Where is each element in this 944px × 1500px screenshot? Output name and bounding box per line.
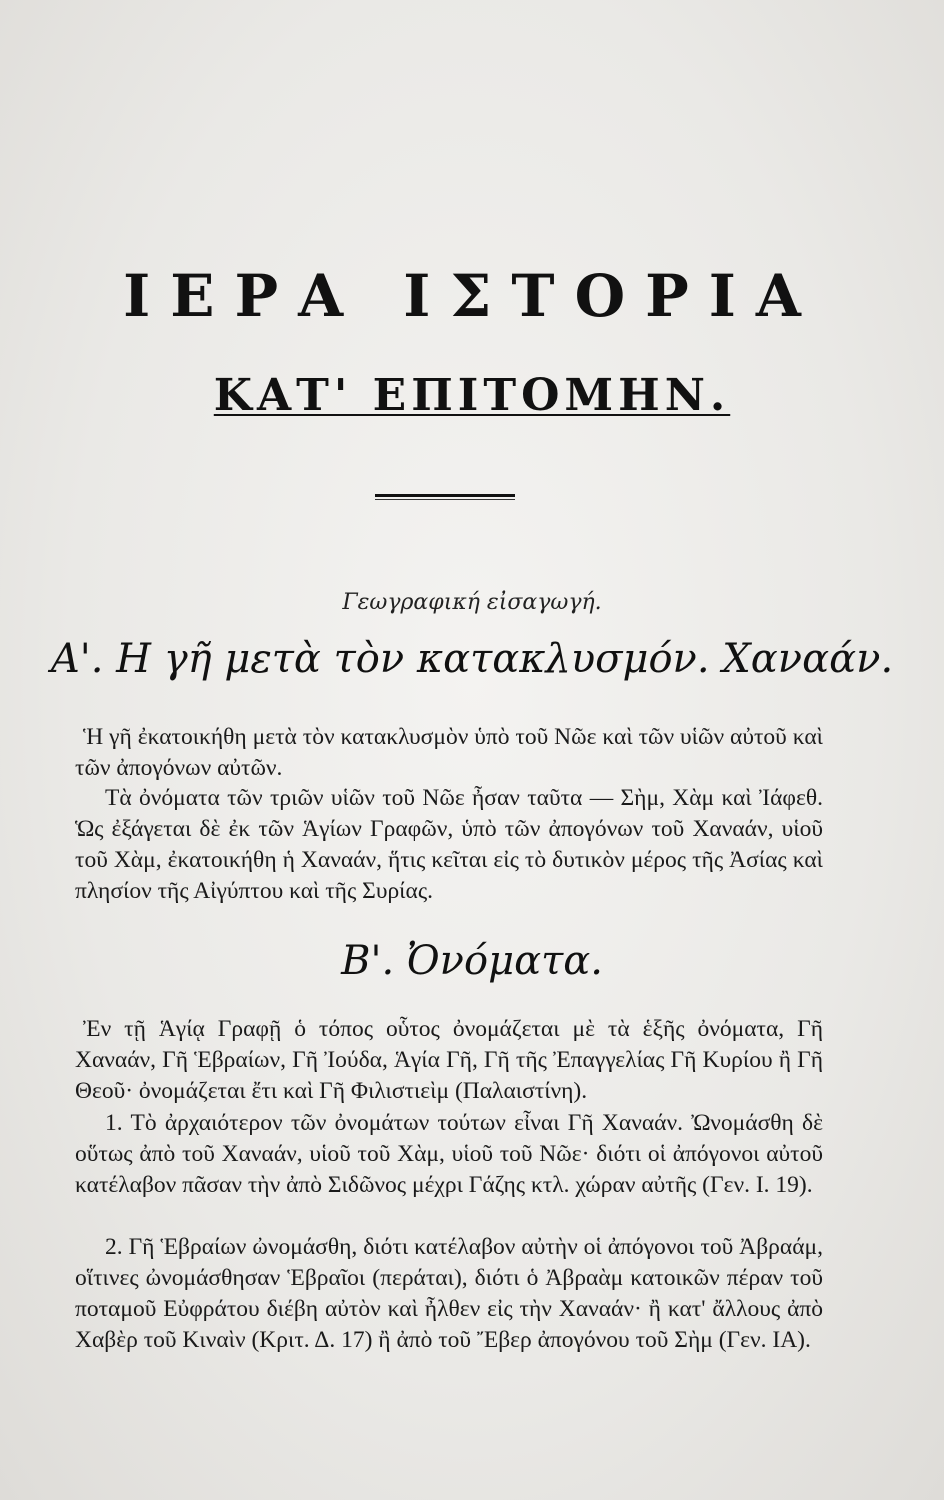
paragraph: 2. Γῆ Ἑβραίων ὠνομάσθη, διότι κατέλαβον αὐτὴν οἱ ἀπόγονοι τοῦ Ἀβραάμ, οἵτινες ὠνομάσθησαν Ἑβραῖοι (περάται), διότι ὁ Ἀβραὰμ κατοικῶν πέραν τοῦ ποταμοῦ Εὐφράτου διέβη αὐτὸν καὶ ἦλθεν εἰς τὴν Χαναάν· ἢ κατ' ἄλλους ἀπὸ Χαβὲρ τοῦ Κιναὶν (Κριτ. Δ. 17) ἢ ἀπὸ τοῦ Ἔβερ ἀπογόνου τοῦ Σὴμ (Γεν. ΙΑ). <box>75 1234 823 1353</box>
page-title: ΙΕΡΑ ΙΣΤΟΡΙΑ <box>123 262 821 330</box>
paragraph: 1. Τὸ ἀρχαιότερον τῶν ὀνομάτων τούτων εἶναι Γῆ Χαναάν. Ὠνομάσθη δὲ οὕτως ἀπὸ τοῦ Χαναάν, υἱοῦ τοῦ Χὰμ, υἱοῦ τοῦ Νῶε· διότι οἱ ἀπόγονοι αὐτοῦ κατέλαβον πᾶσαν τὴν ἀπὸ Σιδῶνος μέχρι Γάζης κτλ. χώραν αὐτῆς (Γεν. Ι. 19). <box>75 1110 823 1198</box>
paragraph: Τὰ ὀνόματα τῶν τριῶν υἱῶν τοῦ Νῶε ἦσαν ταῦτα — Σὴμ, Χὰμ καὶ Ἰάφεθ. Ὡς ἐξάγεται δὲ ἐκ τῶν Ἁγίων Γραφῶν, ὑπὸ τῶν ἀπογόνων τοῦ Χαναάν, υἱοῦ τοῦ Χὰμ, ἐκατοικήθη ἡ Χαναάν, ἥτις κεῖται εἰς τὸ δυτικὸν μέρος τῆς Ἀσίας καὶ πλησίον τῆς Αἰγύπτου καὶ τῆς Συρίας. <box>75 785 823 904</box>
paragraph: Ἡ γῆ ἐκατοικήθη μετὰ τὸν κατακλυσμὸν ὑπὸ τοῦ Νῶε καὶ τῶν υἱῶν αὐτοῦ καὶ τῶν ἀπογόνων αὐτῶν. <box>75 724 823 781</box>
intro-caption: Γεωγραφική εἰσαγωγή. <box>342 590 602 615</box>
paragraph: Ἐν τῇ Ἁγίᾳ Γραφῇ ὁ τόπος οὗτος ὀνομάζεται μὲ τὰ ἑξῆς ὀνόματα, Γῆ Χαναάν, Γῆ Ἑβραίων, Γῆ Ἰούδα, Ἁγία Γῆ, Γῆ τῆς Ἐπαγγελίας Γῆ Κυρίου ἢ Γῆ Θεοῦ· ὀνομάζεται ἔτι καὶ Γῆ Φιλιστιεὶμ (Παλαιστίνη). <box>75 1016 823 1104</box>
section-heading-a: Α'. Η γῆ μετὰ τὸν κατακλυσμόν. Χαναάν. <box>50 636 894 682</box>
page-subtitle: ΚΑΤ' ΕΠΙΤΟΜΗΝ. <box>213 370 731 421</box>
section-heading-b: Β'. Ὀνόματα. <box>341 938 603 984</box>
